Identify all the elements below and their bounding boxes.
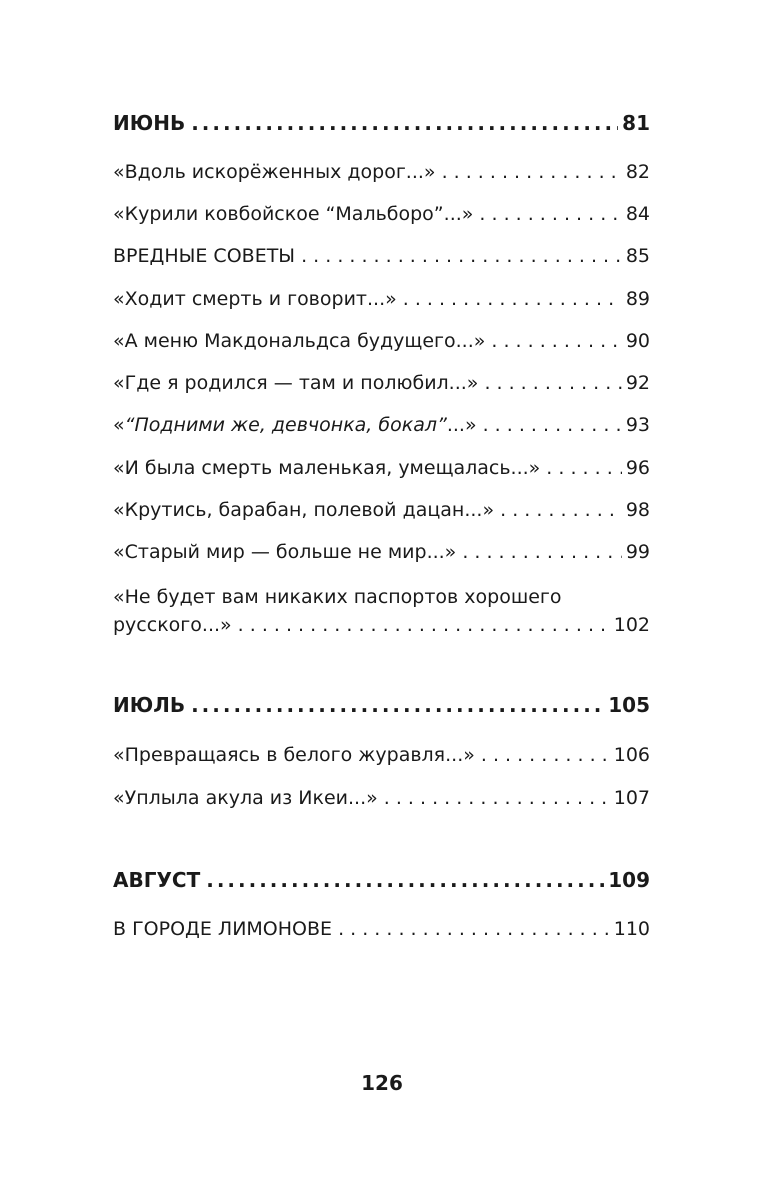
dot-leader: [238, 611, 610, 639]
page-number: 93: [625, 414, 650, 436]
entry-title-line2: русского...»: [113, 614, 232, 636]
entry-title-open: «: [113, 414, 125, 436]
page-number: 82: [625, 161, 650, 183]
toc-entry-multiline[interactable]: [113, 583, 650, 639]
section-title: АВГУСТ: [113, 868, 201, 892]
page-number: 90: [625, 330, 650, 352]
entry-title: «Ходит смерть и говорит...»: [113, 288, 397, 310]
page-number: 85: [625, 245, 650, 267]
entry-title: «Старый мир — больше не мир...»: [113, 541, 457, 563]
dot-leader: [491, 328, 621, 354]
entry-line2: [113, 611, 650, 639]
toc-entry[interactable]: [113, 328, 650, 354]
page-number: 92: [625, 372, 650, 394]
entry-title: «Где я родился — там и полюбил...»: [113, 372, 479, 394]
page-number: 110: [613, 918, 650, 940]
toc-entry[interactable]: [113, 201, 650, 227]
toc-entry[interactable]: [113, 539, 650, 565]
toc-entry[interactable]: [113, 370, 650, 396]
toc-entry[interactable]: [113, 412, 650, 438]
entry-title: «Крутись, барабан, полевой дацан...»: [113, 499, 495, 521]
toc-entry[interactable]: [113, 286, 650, 312]
entry-title-close: ...»: [446, 414, 477, 436]
page-number: 89: [625, 288, 650, 310]
dot-leader: [301, 243, 622, 269]
entry-title: «Вдоль искорёженных дорог...»: [113, 161, 436, 183]
page-number: 99: [625, 541, 650, 563]
page-number: 84: [625, 203, 650, 225]
toc-entry[interactable]: [113, 455, 650, 481]
entry-title: В ГОРОДЕ ЛИМОНОВЕ: [113, 918, 333, 940]
entry-title: «Превращаясь в белого журавля...»: [113, 744, 475, 766]
page-number: 109: [608, 868, 650, 892]
entry-title: «Курили ковбойское “Мальборо”...»: [113, 203, 474, 225]
toc-entry[interactable]: [113, 497, 650, 523]
dot-leader: [442, 159, 622, 185]
entry-title-line1: «Не будет вам никаких паспортов хорошего: [113, 586, 562, 608]
toc-entry[interactable]: [113, 742, 650, 768]
entry-title: ВРЕДНЫЕ СОВЕТЫ: [113, 245, 296, 267]
section-title: ИЮЛЬ: [113, 693, 186, 717]
entry-title: «А меню Макдональдса будущего...»: [113, 330, 486, 352]
page-number: 106: [613, 744, 650, 766]
toc-entry[interactable]: [113, 159, 650, 185]
page-number: 81: [622, 111, 650, 135]
dot-leader: [483, 412, 622, 438]
entry-title: «И была смерть маленькая, умещалась...»: [113, 457, 541, 479]
page-number: 105: [608, 693, 650, 717]
dot-leader: [338, 916, 610, 942]
page-number: 96: [625, 457, 650, 479]
dot-leader: [481, 742, 610, 768]
toc-entry[interactable]: [113, 916, 650, 942]
entry-title: «Уплыла акула из Икеи...»: [113, 787, 378, 809]
dot-leader: [191, 110, 618, 136]
dot-leader: [384, 785, 610, 811]
dot-leader: [500, 497, 622, 523]
page-number: 98: [625, 499, 650, 521]
entry-title-italic: “Подними же, девчонка, бокал”: [124, 414, 447, 436]
dot-leader: [484, 370, 621, 396]
dot-leader: [191, 692, 604, 718]
page-folio: 126: [361, 1071, 403, 1095]
toc-section-july[interactable]: [113, 692, 650, 718]
toc-section-august[interactable]: [113, 867, 650, 893]
dot-leader: [206, 867, 604, 893]
dot-leader: [479, 201, 621, 227]
toc-entry[interactable]: [113, 243, 650, 269]
dot-leader: [546, 455, 622, 481]
entry-title: [113, 412, 477, 438]
toc-section-june[interactable]: [113, 110, 650, 136]
section-title: ИЮНЬ: [113, 111, 186, 135]
dot-leader: [403, 286, 622, 312]
dot-leader: [462, 539, 622, 565]
toc-entry[interactable]: [113, 785, 650, 811]
page-number: 102: [613, 614, 650, 636]
page-number: 107: [613, 787, 650, 809]
